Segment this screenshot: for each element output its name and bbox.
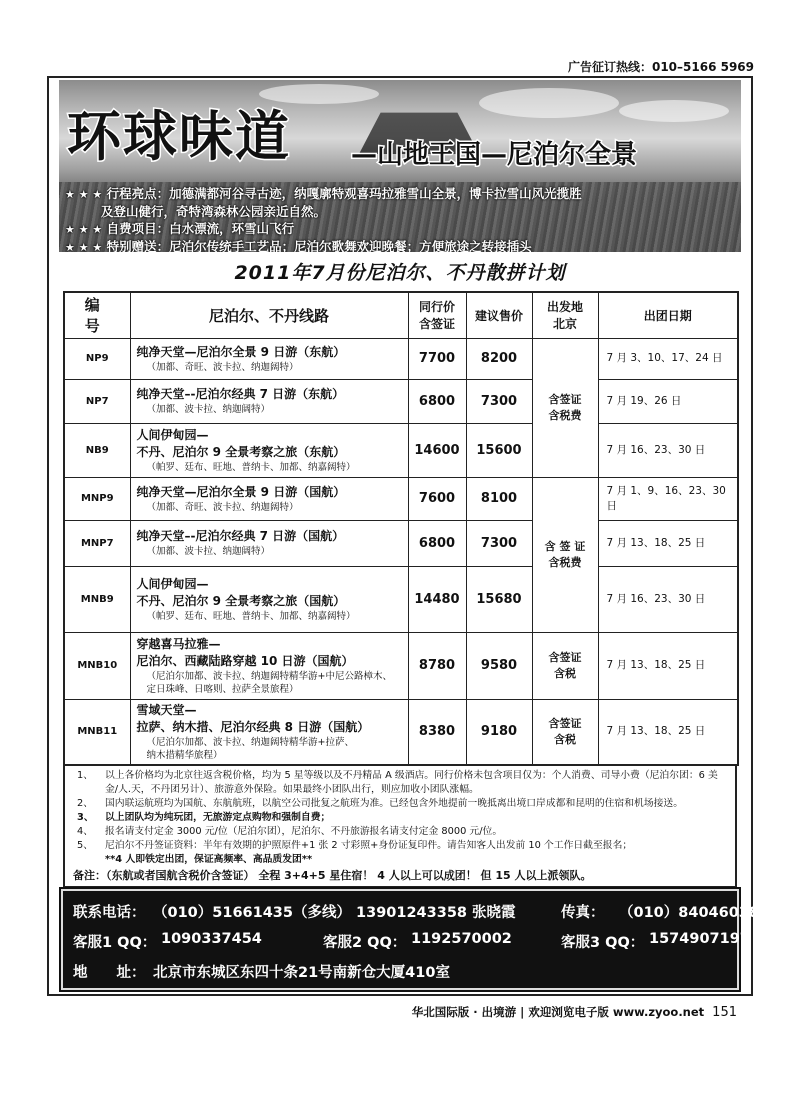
peer-price: 7700 (408, 338, 466, 379)
note-item (73, 839, 727, 853)
banner-subtitle: —山地王国—尼泊尔全景 (351, 140, 638, 170)
header-dates: 出团日期 (598, 292, 738, 338)
peer-price: 14480 (408, 566, 466, 632)
qq1-value: 1090337454 (161, 931, 262, 947)
route-stops: （加都、奇旺、波卡拉、纳迦阔特） (146, 501, 299, 513)
note-item (73, 769, 727, 797)
qq2-value: 1192570002 (411, 931, 512, 947)
route-title: 纯净天堂–-尼泊尔经典 7 日游（东航） (136, 387, 345, 401)
star-icon: ★ ★ ★ (65, 223, 103, 236)
fax-label: 传真： (561, 905, 605, 921)
header-departure-line2: 北京 (552, 317, 577, 332)
header-departure-line1: 出发地 (546, 300, 583, 315)
qq2-label: 客服2 QQ： (323, 935, 407, 951)
peer-price: 14600 (408, 423, 466, 477)
ad-hotline: 广告征订热线：010–5166 5969 (567, 60, 754, 74)
route-title: 穿越喜马拉雅— (136, 636, 221, 651)
plan-title: 2011年7月份尼泊尔、不丹散拼计划 (234, 262, 566, 284)
route-stops: （尼泊尔加都、波卡拉、纳迦阔特精华游+中尼公路樟木、 (146, 670, 392, 682)
table-row (64, 699, 738, 765)
contact-row-address (73, 961, 727, 991)
departure-dates: 7 月 13、18、25 日 (598, 699, 738, 765)
departure-dates: 7 月 16、23、30 日 (598, 566, 738, 632)
page-number: 151 (712, 1005, 737, 1020)
departure-note-line2: 含税 (554, 666, 576, 680)
route-code: MNB11 (64, 699, 130, 765)
highlight-line (65, 220, 735, 238)
note-item (73, 797, 727, 811)
note-item (73, 853, 727, 867)
route-stops: （加都、波卡拉、纳迦阔特） (146, 546, 271, 557)
retail-price: 8100 (466, 477, 532, 520)
table-row (64, 632, 738, 699)
route-title-line2: 不丹、尼泊尔 9 全景考察之旅（东航） (136, 444, 346, 459)
note-number: 1、 (77, 770, 94, 781)
page-footer (412, 1004, 737, 1020)
table-row (64, 566, 738, 632)
route-stops: （尼泊尔加都、波卡拉、纳迦阔特精华游+拉萨、 (146, 736, 354, 748)
note-item (73, 825, 727, 839)
peer-price: 7600 (408, 477, 466, 520)
departure-dates: 7 月 19、26 日 (598, 379, 738, 423)
remark-line: 备注：（东航或者国航含税价含签证） 全程 3+4+5 星住宿！ 4 人以上可以成团！ 但 15 人以上派领队。 (73, 869, 592, 882)
qq1-label: 客服1 QQ： (73, 935, 157, 951)
note-number: 3、 (77, 812, 94, 823)
terms-notes (63, 765, 737, 888)
highlight-label: 自费项目： (106, 221, 170, 236)
table-header-row (64, 292, 738, 338)
route-stops: （加都、奇旺、波卡拉、纳迦阔特） (146, 361, 299, 373)
address-label: 地 址： (73, 965, 146, 981)
tour-schedule-table (63, 291, 739, 766)
route-stops: （帕罗、廷布、旺地、普纳卡、加都、纳嘉阔特） (146, 610, 356, 622)
table-row (64, 423, 738, 477)
departure-note (532, 477, 598, 632)
route-title-line2: 不丹、尼泊尔 9 全景考察之旅（国航） (136, 593, 346, 608)
departure-note (532, 699, 598, 765)
header-retail-price: 建议售价 (466, 292, 532, 338)
retail-price: 15680 (466, 566, 532, 632)
highlight-text: 加德满都河谷寻古迹，纳嘎廓特观喜玛拉雅雪山全景，博卡拉雪山风光揽胜 (169, 186, 582, 201)
note-text: 以上各价格均为北京往返含税价格，均为 5 星等级以及不丹精品 A 级酒店。同行价格未包含项目仅为：个人消费、司导小费（尼泊尔团：6 美金/人.天，不丹团另计）、旅游意外保险。如果最终小团队出行，则应加收小团队涨幅。 (105, 770, 718, 795)
note-number: 2、 (77, 798, 94, 809)
route-description (130, 520, 408, 566)
departure-note-line2: 含税费 (548, 408, 582, 422)
route-code: NP9 (64, 338, 130, 379)
peer-price: 8780 (408, 632, 466, 699)
peer-price: 6800 (408, 520, 466, 566)
contact-row-qq (73, 931, 750, 961)
address-value: 北京市东城区东四十条21号南新仓大厦410室 (153, 965, 450, 981)
highlight-line (65, 238, 735, 252)
qq3-value: 1574907197 (649, 931, 750, 947)
departure-note (532, 338, 598, 477)
note-text: 报名请支付定金 3000 元/位（尼泊尔团），尼泊尔、不丹旅游报名请支付定金 8000 元/位。 (105, 826, 503, 837)
star-icon: ★ ★ ★ (65, 241, 103, 252)
route-title: 纯净天堂—尼泊尔全景 9 日游（国航） (136, 484, 346, 499)
route-stops-line2: 纳木措精华旅程） (146, 749, 223, 761)
highlight-text: 尼泊尔传统手工艺品；尼泊尔歌舞欢迎晚餐；方便旅途之转接插头 (169, 239, 532, 252)
banner-title: 环球味道 (67, 105, 291, 168)
departure-note-line1: 含 签 证 (544, 539, 586, 553)
route-title: 人间伊甸园— (136, 576, 209, 591)
route-code: NB9 (64, 423, 130, 477)
retail-price: 9180 (466, 699, 532, 765)
departure-dates: 7 月 13、18、25 日 (598, 520, 738, 566)
route-stops: （帕罗、廷布、旺地、普纳卡、加都、纳嘉阔特） (146, 461, 356, 473)
note-text: 以上团队均为纯玩团，无旅游定点购物和强制自费； (105, 812, 331, 823)
departure-note-line1: 含签证 (548, 392, 582, 406)
peer-price: 6800 (408, 379, 466, 423)
note-text: **4 人即铁定出团，保证高频率、高品质发团** (105, 854, 313, 865)
route-description (130, 632, 408, 699)
banner (59, 80, 741, 252)
header-departure (532, 292, 598, 338)
route-description (130, 379, 408, 423)
footer-text: 华北国际版 · 出境游 | 欢迎浏览电子版 www.zyoo.net (411, 1005, 705, 1019)
route-code: MNB10 (64, 632, 130, 699)
retail-price: 15600 (466, 423, 532, 477)
departure-dates: 7 月 16、23、30 日 (598, 423, 738, 477)
note-item (73, 811, 727, 825)
retail-price: 7300 (466, 379, 532, 423)
route-code: MNP9 (64, 477, 130, 520)
route-title: 雪域天堂— (136, 702, 197, 717)
departure-note-line2: 含税 (554, 732, 576, 746)
route-title-line2: 尼泊尔、西藏陆路穿越 10 日游（国航） (136, 653, 354, 668)
retail-price: 9580 (466, 632, 532, 699)
header-peer-price-line2: 含签证 (418, 317, 455, 332)
phone-value: （010）51661435（多线） 13901243358 张晓霞 (153, 905, 516, 921)
highlight-line (65, 203, 735, 220)
route-description (130, 566, 408, 632)
note-text: 国内联运航班均为国航、东航航班，以航空公司批复之航班为准。已经包含外地提前一晚抵离出境口岸成都和昆明的住宿和机场接送。 (105, 798, 684, 809)
qq3-label: 客服3 QQ： (561, 935, 645, 951)
table-row (64, 338, 738, 379)
header-route: 尼泊尔、不丹线路 (130, 292, 408, 338)
route-title: 人间伊甸园— (136, 427, 209, 442)
route-code: NP7 (64, 379, 130, 423)
route-description (130, 423, 408, 477)
highlight-line (65, 185, 735, 203)
highlight-text: 及登山健行，奇特湾森林公园亲近自然。 (101, 204, 327, 219)
departure-note-line1: 含签证 (548, 650, 582, 664)
highlight-label: 行程亮点： (106, 186, 170, 201)
table-row (64, 477, 738, 520)
header-peer-price-line1: 同行价 (418, 300, 455, 315)
departure-note-line1: 含签证 (548, 716, 582, 730)
cloud-shape (479, 88, 619, 118)
departure-dates: 7 月 13、18、25 日 (598, 632, 738, 699)
table-row (64, 520, 738, 566)
retail-price: 7300 (466, 520, 532, 566)
cloud-shape (619, 100, 729, 122)
departure-note (532, 632, 598, 699)
route-description (130, 338, 408, 379)
departure-dates: 7 月 3、10、17、24 日 (598, 338, 738, 379)
departure-dates: 7 月 1、9、16、23、30 日 (598, 477, 738, 520)
route-title-line2: 拉萨、纳木措、尼泊尔经典 8 日游（国航） (136, 719, 370, 734)
header-code: 编 号 (64, 292, 130, 338)
route-stops: （加都、波卡拉、纳迦阔特） (146, 404, 271, 415)
note-text: 尼泊尔不丹签证资料：半年有效期的护照原件+1 张 2 寸彩照+身份证复印件。请告知客人出发前 10 个工作日截至报名； (105, 840, 633, 851)
note-number: 5、 (77, 840, 94, 851)
route-title: 纯净天堂–-尼泊尔经典 7 日游（国航） (136, 529, 345, 543)
header-peer-price (408, 292, 466, 338)
route-title: 纯净天堂—尼泊尔全景 9 日游（东航） (136, 344, 346, 359)
note-number: 4、 (77, 826, 94, 837)
route-stops-line2: 定日珠峰、日喀则、拉萨全景旅程） (146, 683, 299, 695)
peer-price: 8380 (408, 699, 466, 765)
retail-price: 8200 (466, 338, 532, 379)
fax-value: （010）84046038 (619, 905, 759, 921)
table-row (64, 379, 738, 423)
contact-row-phone (73, 901, 759, 931)
note-number (73, 853, 105, 867)
route-code: MNB9 (64, 566, 130, 632)
route-description (130, 477, 408, 520)
route-description (130, 699, 408, 765)
banner-highlights (65, 185, 735, 252)
highlight-text: 白水漂流，环雪山飞行 (169, 221, 295, 236)
highlight-label: 特别赠送： (106, 239, 170, 252)
departure-note-line2: 含税费 (548, 555, 582, 569)
contact-box (61, 889, 759, 990)
route-code: MNP7 (64, 520, 130, 566)
phone-label: 联系电话： (73, 905, 146, 921)
star-icon: ★ ★ ★ (65, 188, 103, 201)
